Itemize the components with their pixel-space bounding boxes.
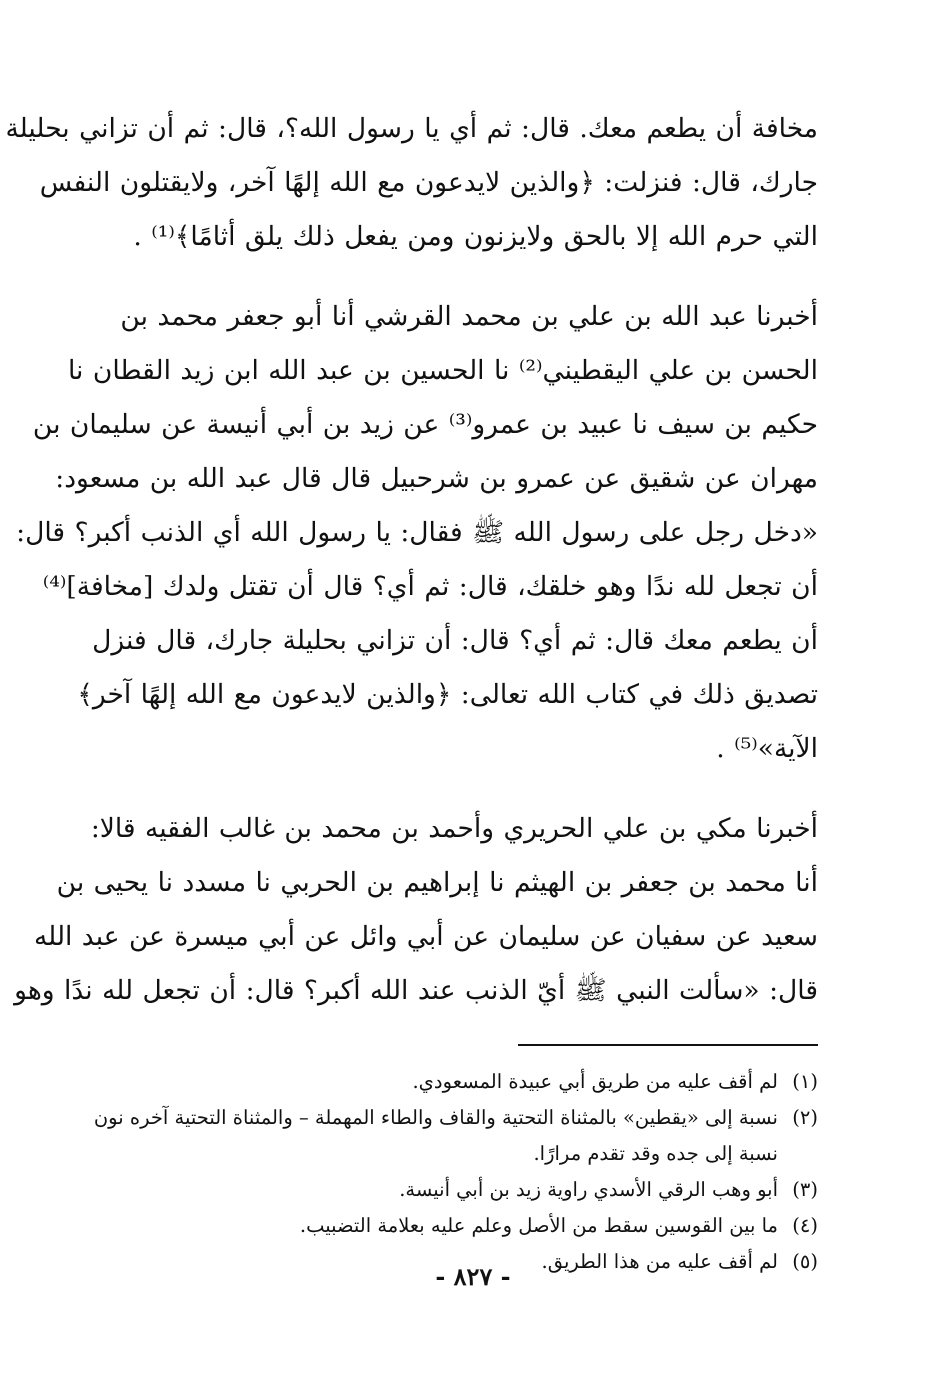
- text-line: «دخل رجل على رسول الله ﷺ فقال: يا رسول الله أي الذنب أكبر؟ قال:: [16, 517, 818, 548]
- paragraph-2: [16, 290, 818, 776]
- footnote-2: [93, 1100, 818, 1136]
- footnote-text: لم أقف عليه من هذا الطريق.: [541, 1250, 778, 1273]
- footnote-text: ما بين القوسين سقط من الأصل وعلم عليه بعلامة التضبيب.: [299, 1214, 778, 1237]
- footnote-text: نسبة إلى «يقطين» بالمثناة التحتية والقاف والطاء المهملة – والمثناة التحتية آخره نون: [93, 1106, 778, 1129]
- footnote-text: أبو وهب الرقي الأسدي راوية زيد بن أبي أنيسة.: [399, 1178, 778, 1201]
- footnotes: [93, 1064, 818, 1280]
- footnote-number: (٥): [792, 1250, 818, 1273]
- text-line: حكيم بن سيف نا عبيد بن عمرو⁽³⁾ عن زيد بن أبي أنيسة عن سليمان بن: [32, 409, 818, 440]
- text-line: الحسن بن علي اليقطيني⁽²⁾ نا الحسين بن عبد الله ابن زيد القطان نا: [67, 355, 818, 386]
- text-line: الآية»⁽⁵⁾ .: [716, 733, 818, 764]
- footnote-number: (٤): [792, 1214, 818, 1237]
- page-number: - ٨٢٧ -: [435, 1262, 511, 1291]
- text-line: أن تجعل لله ندًا وهو خلقك، قال: ثم أي؟ قال أن تقتل ولدك [مخافة]⁽⁴⁾: [42, 571, 818, 602]
- paragraph-1: [5, 102, 818, 264]
- text-line: سعيد عن سفيان عن سليمان عن أبي وائل عن أبي ميسرة عن عبد الله: [33, 921, 818, 952]
- text-line: جارك، قال: فنزلت: ﴿والذين لايدعون مع الله إلهًا آخر، ولايقتلون النفس: [39, 167, 818, 198]
- footnote-text: لم أقف عليه من طريق أبي عبيدة المسعودي.: [412, 1070, 778, 1093]
- paragraph-3: [14, 802, 818, 1018]
- footnote-1: [128, 1064, 818, 1100]
- text-line: مخافة أن يطعم معك. قال: ثم أي يا رسول الله؟، قال: ثم أن تزاني بحليلة: [5, 113, 818, 144]
- text-line: أخبرنا عبد الله بن علي بن محمد القرشي أنا أبو جعفر محمد بن: [120, 301, 818, 332]
- text-line: أنا محمد بن جعفر بن الهيثم نا إبراهيم بن الحربي نا مسدد نا يحيى بن: [56, 867, 818, 898]
- text-line: التي حرم الله إلا بالحق ولايزنون ومن يفعل ذلك يلق أثامًا﴾⁽¹⁾ .: [133, 221, 818, 252]
- text-line: قال: «سألت النبي ﷺ أيّ الذنب عند الله أكبر؟ قال: أن تجعل لله ندًا وهو: [14, 975, 818, 1006]
- text-line: تصديق ذلك في كتاب الله تعالى: ﴿والذين لايدعون مع الله إلهًا آخر﴾: [77, 679, 818, 710]
- footnote-4: [128, 1208, 818, 1244]
- text-line: أخبرنا مكي بن علي الحريري وأحمد بن محمد بن غالب الفقيه قالا:: [90, 813, 818, 844]
- footnote-number: (٣): [792, 1178, 818, 1201]
- footnote-2-continued: [128, 1136, 818, 1172]
- footnote-separator: [518, 1044, 818, 1046]
- footnote-3: [128, 1172, 818, 1208]
- footnote-number: (٢): [792, 1106, 818, 1129]
- footnote-number: (١): [792, 1070, 818, 1093]
- text-line: أن يطعم معك قال: ثم أي؟ قال: أن تزاني بحليلة جارك، قال فنزل: [92, 625, 818, 656]
- text-line: مهران عن شقيق عن عمرو بن شرحبيل قال قال عبد الله بن مسعود:: [55, 463, 818, 494]
- footnote-text: نسبة إلى جده وقد تقدم مرارًا.: [533, 1142, 778, 1165]
